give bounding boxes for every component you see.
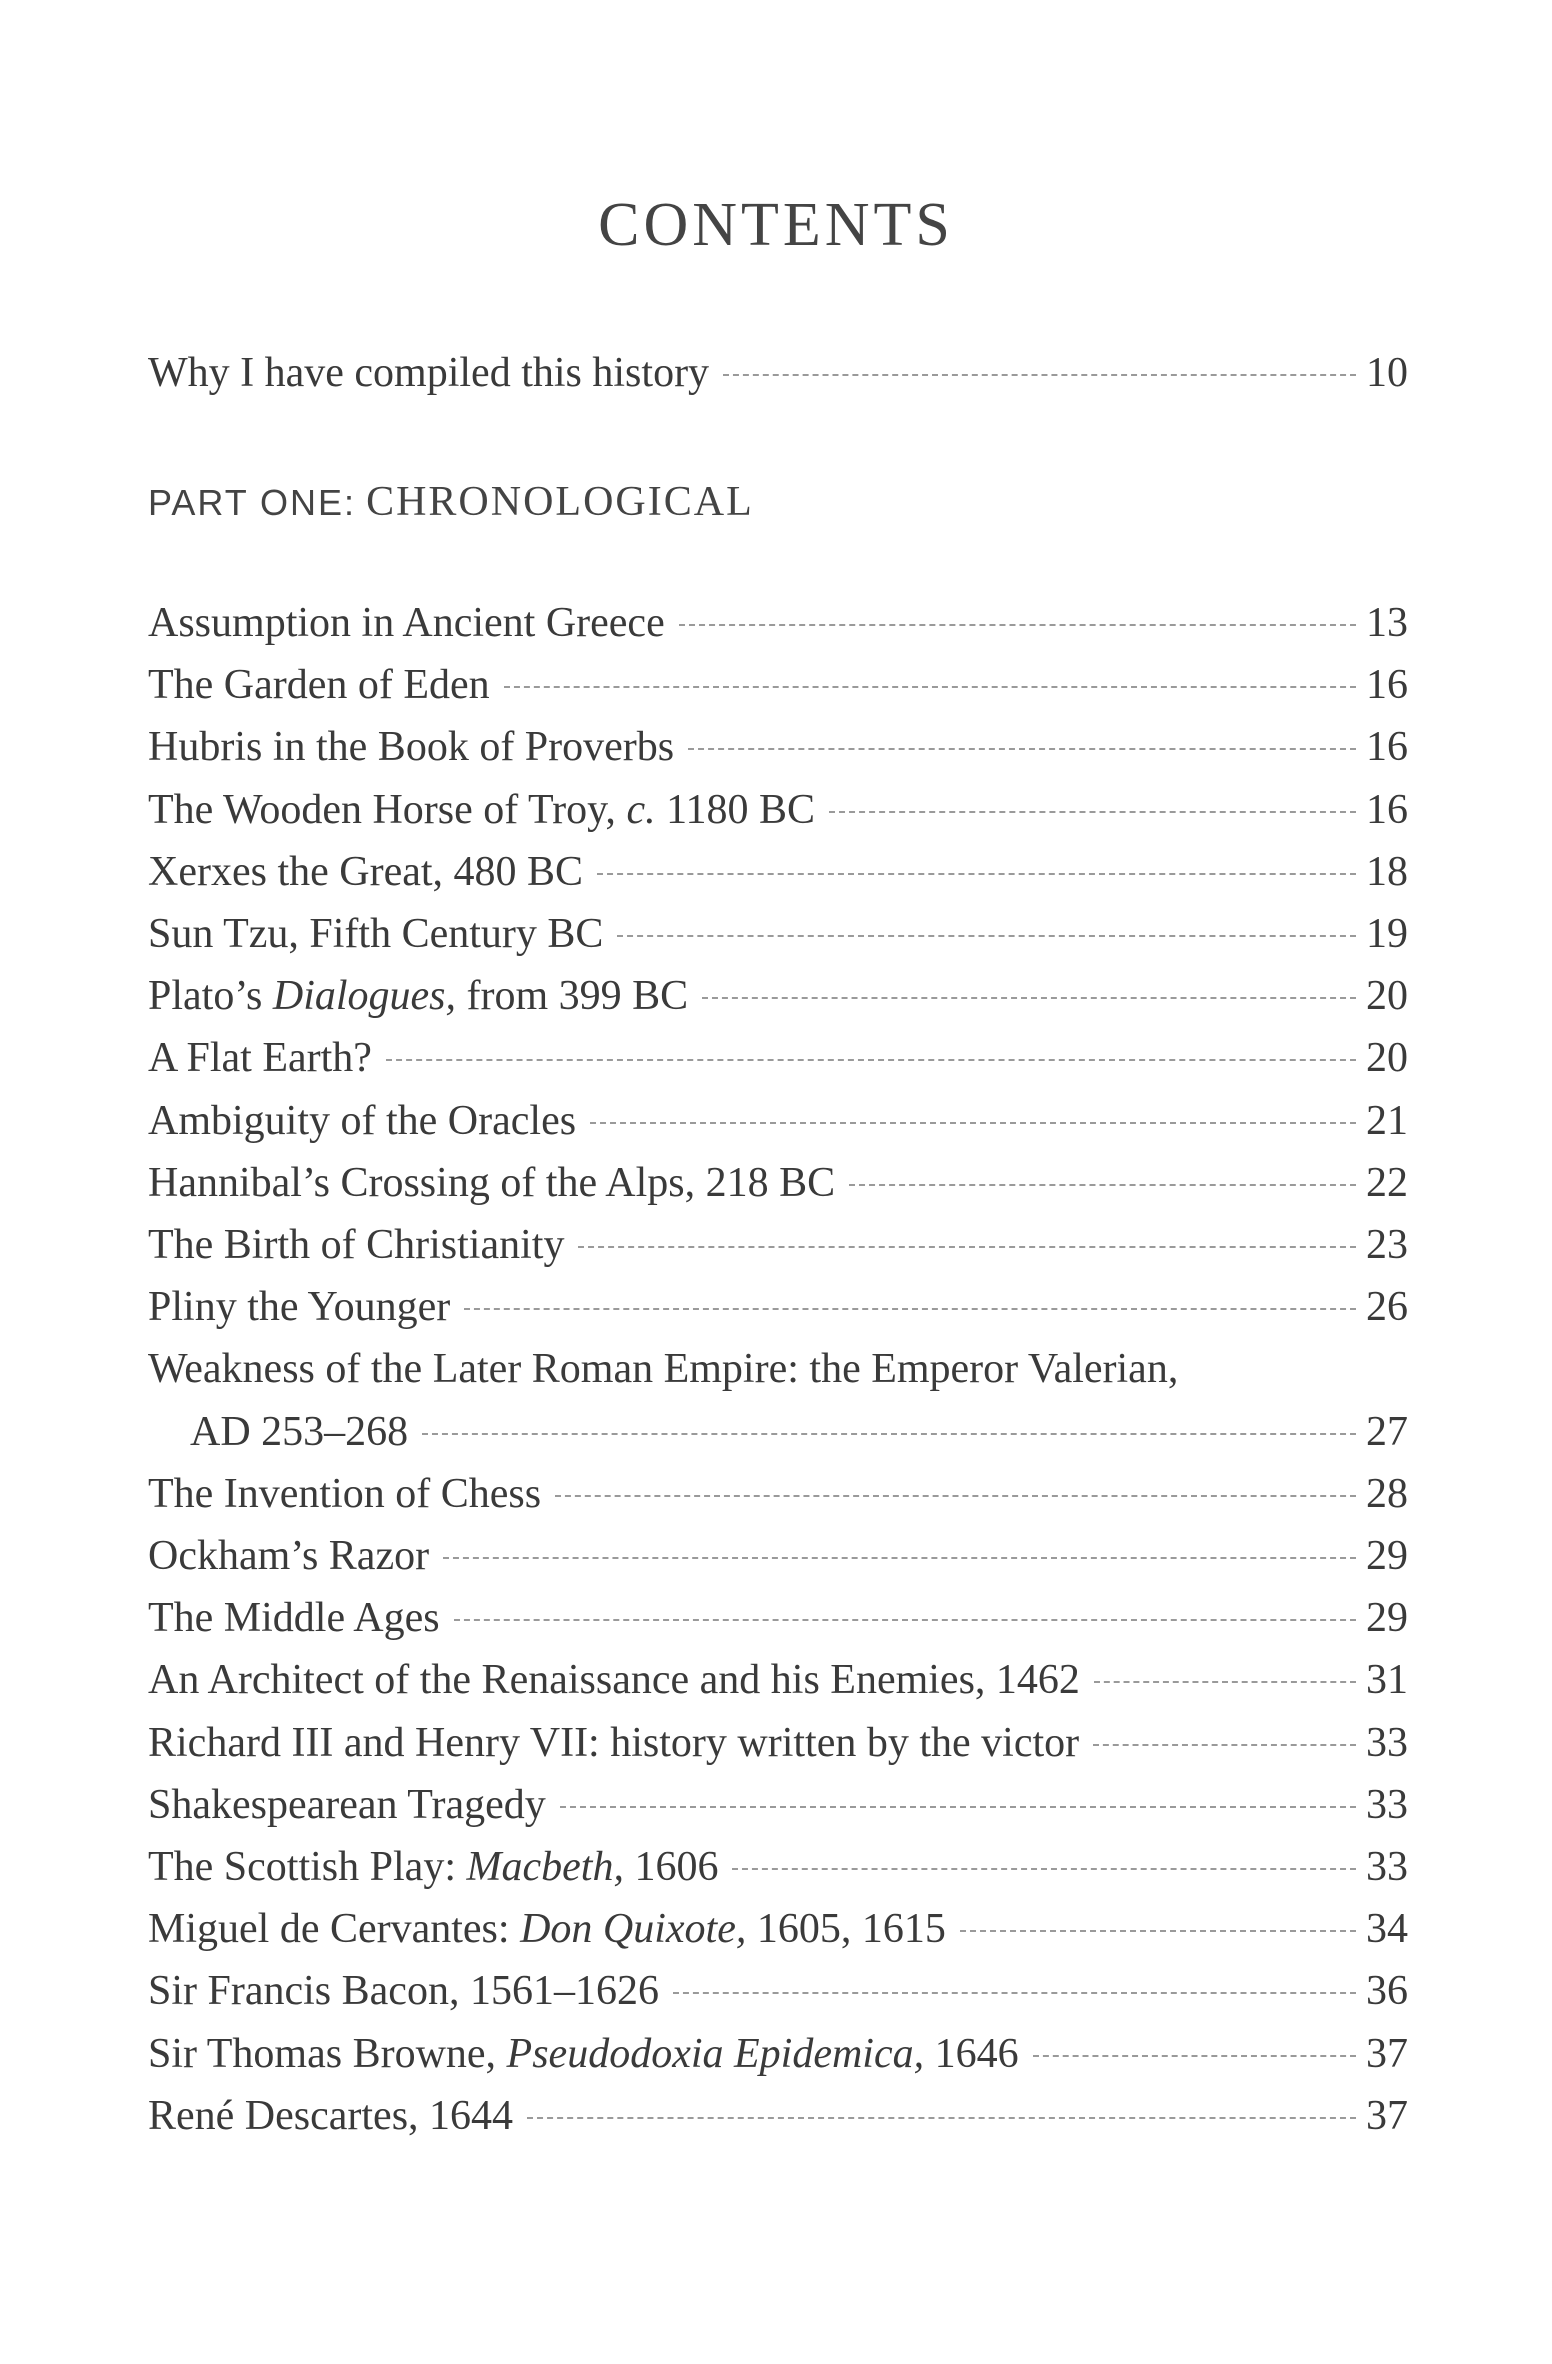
toc-entry-text: The Garden of Eden: [148, 662, 490, 709]
toc-entry-label: Why I have compiled this history: [148, 350, 710, 396]
toc-page-number: 22: [1366, 1159, 1408, 1206]
toc-entry[interactable]: [148, 1968, 1408, 2015]
toc-entry-label: [148, 1535, 429, 1577]
toc-entry[interactable]: [148, 1719, 1408, 1766]
toc-page-number: 36: [1366, 1968, 1408, 2015]
toc-entry[interactable]: [148, 602, 1408, 644]
dot-leader: [688, 748, 1356, 750]
toc-entry[interactable]: [148, 973, 1408, 1020]
dot-leader: [1033, 2055, 1356, 2057]
toc-page-number: 21: [1366, 1097, 1408, 1144]
toc-entry[interactable]: [148, 913, 1408, 955]
toc-entry-text-suffix: 1180 BC: [655, 786, 816, 833]
toc-entry-text: The Invention of Chess: [148, 1470, 542, 1517]
dot-leader: [443, 1557, 1356, 1559]
toc-entry-label: [148, 1595, 440, 1642]
dot-leader: [527, 2117, 1356, 2119]
toc-entry-label: [148, 786, 816, 833]
dot-leader: [723, 374, 1356, 376]
toc-entry-text-suffix: 1605, 1615: [746, 1906, 946, 1953]
toc-entry-text: An Architect of the Renaissance and his Enemies, 1462: [148, 1657, 1080, 1704]
toc-entry-label: [148, 2030, 1019, 2077]
toc-page-number: 33: [1366, 1781, 1408, 1828]
toc-entry-label: [148, 1284, 451, 1331]
toc-entry-label: [148, 1159, 836, 1206]
toc-intro-entry[interactable]: [148, 352, 1408, 394]
dot-leader: [702, 997, 1356, 999]
dot-leader: [555, 1495, 1356, 1497]
toc-entry[interactable]: [148, 1595, 1408, 1642]
toc-entry[interactable]: [148, 1906, 1408, 1953]
toc-page-number: 37: [1366, 2092, 1408, 2139]
toc-entry-label: [148, 1035, 372, 1082]
toc-page-number: 16: [1366, 786, 1408, 833]
toc-entry-text: Hannibal’s Crossing of the Alps, 218 BC: [148, 1159, 836, 1206]
toc-entry-text-suffix: 1646: [924, 2030, 1019, 2077]
toc-entry-text: Miguel de Cervantes:: [148, 1906, 521, 1953]
dot-leader: [1093, 1744, 1356, 1746]
dot-leader: [386, 1059, 1356, 1061]
part-heading: [148, 478, 754, 526]
dot-leader: [679, 624, 1356, 626]
toc-entry[interactable]: [148, 2092, 1408, 2139]
toc-entry-text: René Descartes, 1644: [148, 2092, 514, 2139]
toc-entry-label: [148, 913, 603, 955]
dot-leader: [578, 1246, 1356, 1248]
toc-page-number: 26: [1366, 1284, 1408, 1331]
toc-entry[interactable]: [148, 1097, 1408, 1144]
toc-entry[interactable]: [148, 662, 1408, 709]
toc-entry[interactable]: [148, 1535, 1408, 1577]
toc-entry-text: Hubris in the Book of Proverbs: [148, 724, 675, 771]
toc-entry-text: Plato’s: [148, 973, 273, 1020]
toc-entry-italic-text: Pseudodoxia Epidemica,: [506, 2030, 925, 2077]
dot-leader: [617, 935, 1356, 937]
toc-entry-label: [148, 1781, 546, 1828]
toc-entry-text: The Middle Ages: [148, 1595, 440, 1642]
toc-entry-label-line1: Weakness of the Later Roman Empire: the Emperor Valerian,: [148, 1346, 1179, 1393]
toc-entry-text-suffix: from 399 BC: [456, 973, 689, 1020]
toc-entry[interactable]: [148, 1035, 1408, 1082]
toc-entry-label: [148, 724, 675, 771]
toc-entry[interactable]: [148, 2030, 1408, 2077]
toc-page-number: 18: [1366, 848, 1408, 895]
toc-entry-label: [148, 1097, 577, 1144]
dot-leader: [597, 873, 1356, 875]
toc-entry-text: Sir Francis Bacon, 1561–1626: [148, 1968, 659, 2015]
toc-entry-label: [148, 1846, 718, 1888]
toc-entry-text: Assumption in Ancient Greece: [148, 600, 665, 646]
toc-entry-text: Xerxes the Great, 480 BC: [148, 848, 584, 895]
toc-entry-text-suffix: 1606: [623, 1844, 719, 1890]
toc-entry-label: [148, 1968, 659, 2015]
toc-page-number: 16: [1366, 662, 1408, 709]
toc-entry[interactable]: [148, 724, 1408, 771]
toc-entry-italic-text: Don Quixote,: [520, 1906, 747, 1953]
dot-leader: [673, 1992, 1356, 1994]
toc-entry-text: Sun Tzu, Fifth Century BC: [148, 911, 604, 957]
dot-leader: [504, 686, 1356, 688]
toc-entry[interactable]: [148, 1781, 1408, 1828]
toc-entry-text: A Flat Earth?: [148, 1035, 372, 1082]
dot-leader: [960, 1930, 1356, 1932]
toc-entry[interactable]: [148, 1408, 1408, 1455]
part-name: CHRONOLOGICAL: [366, 479, 754, 525]
dot-leader: [829, 811, 1356, 813]
toc-entry[interactable]: [148, 1470, 1408, 1517]
dot-leader: [560, 1806, 1356, 1808]
toc-entry-text: The Scottish Play:: [148, 1844, 467, 1890]
toc-page-number: 37: [1366, 2030, 1408, 2077]
toc-entry-label: [148, 1719, 1080, 1766]
toc-entry[interactable]: [148, 1284, 1408, 1331]
toc-entry-label: [148, 602, 665, 644]
toc-page-number: 28: [1366, 1470, 1408, 1517]
toc-entry-label: [148, 662, 490, 709]
toc-page-number: 33: [1366, 1844, 1408, 1890]
toc-entry-label: [148, 973, 689, 1020]
toc-entry-italic-text: c.: [626, 786, 656, 833]
toc-entry-text: Pliny the Younger: [148, 1284, 451, 1331]
dot-leader: [464, 1308, 1356, 1310]
dot-leader: [422, 1433, 1356, 1435]
part-prefix: PART ONE:: [148, 482, 357, 523]
toc-entry[interactable]: [148, 786, 1408, 833]
toc-entry-label: [148, 1224, 564, 1266]
toc-entry-text: The Birth of Christianity: [148, 1222, 565, 1268]
toc-entry-text: Ockham’s Razor: [148, 1533, 430, 1579]
toc-entry[interactable]: [148, 1846, 1408, 1888]
toc-page-number: 13: [1366, 600, 1408, 646]
toc-page-number: 20: [1366, 1035, 1408, 1082]
toc-page-number: 29: [1366, 1533, 1408, 1579]
toc-page-number: 27: [1366, 1408, 1408, 1455]
toc-entry-text: Richard III and Henry VII: history written by the victor: [148, 1719, 1080, 1766]
toc-page-number: 29: [1366, 1595, 1408, 1642]
dot-leader: [849, 1184, 1356, 1186]
dot-leader: [732, 1868, 1356, 1870]
dot-leader: [590, 1122, 1356, 1124]
toc-page-number: 23: [1366, 1222, 1408, 1268]
toc-entry-text: Shakespearean Tragedy: [148, 1781, 546, 1828]
toc-page-number: 16: [1366, 724, 1408, 771]
dot-leader: [1094, 1681, 1356, 1683]
toc-page-number: 34: [1366, 1906, 1408, 1953]
page-title: CONTENTS: [598, 191, 954, 259]
toc-entry[interactable]: [148, 848, 1408, 895]
toc-page-number: 19: [1366, 911, 1408, 957]
toc-entry-label: [148, 1470, 542, 1517]
toc-entry-label: [148, 1408, 409, 1455]
toc-entry-text: Sir Thomas Browne,: [148, 2030, 507, 2077]
toc-entry-text: Ambiguity of the Oracles: [148, 1097, 577, 1144]
toc-entry-italic-text: Dialogues,: [272, 973, 457, 1020]
toc-entry-label: [148, 848, 584, 895]
toc-page-number: 10: [1366, 350, 1408, 396]
toc-entry-label-line2: AD 253–268: [190, 1408, 409, 1455]
toc-entry-label: [148, 1906, 946, 1953]
dot-leader: [454, 1619, 1356, 1621]
toc-entry[interactable]: [148, 1159, 1408, 1206]
toc-entry-label: [148, 1657, 1080, 1704]
toc-page-number: 31: [1366, 1657, 1408, 1704]
toc-entry-label: [148, 2092, 514, 2139]
toc-entry-text: The Wooden Horse of Troy,: [148, 786, 627, 833]
toc-entry[interactable]: [148, 1657, 1408, 1704]
toc-page-number: 20: [1366, 973, 1408, 1020]
toc-entry[interactable]: [148, 1224, 1408, 1266]
toc-entry-italic-text: Macbeth,: [466, 1844, 624, 1890]
toc-page-number: 33: [1366, 1719, 1408, 1766]
